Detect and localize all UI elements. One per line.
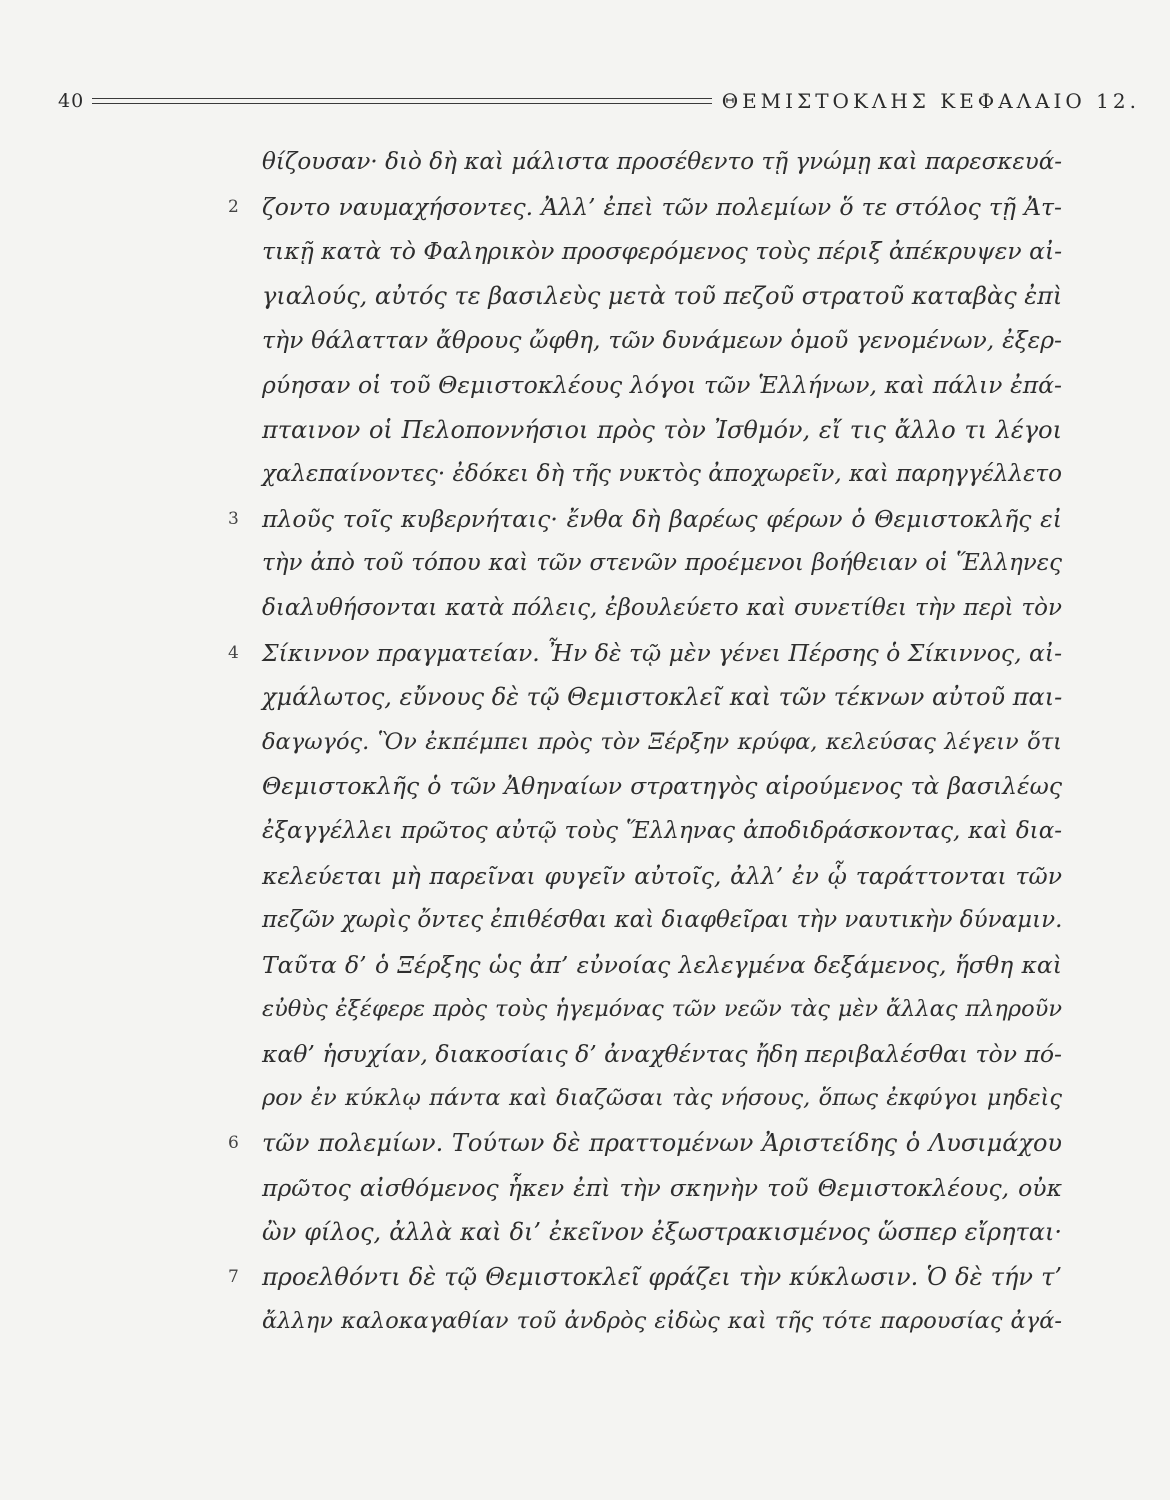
line-text: γιαλούς, αὐτός τε βασιλεὺς μετὰ τοῦ πεζοῦ στρατοῦ καταβὰς ἐπὶ <box>262 281 1063 310</box>
line-number: 7 <box>228 1266 239 1287</box>
text-line <box>262 854 1062 899</box>
text-line <box>262 274 1062 319</box>
line-number: 4 <box>228 642 239 663</box>
text-line <box>262 720 1062 765</box>
text-line <box>262 318 1062 363</box>
line-text: τὴν ἀπὸ τοῦ τόπου καὶ τῶν στενῶν προέμενοι βοήθειαν οἱ Ἕλληνες <box>262 550 1062 577</box>
line-text: ἐξαγγέλλει πρῶτος αὐτῷ τοὺς Ἕλληνας ἀποδιδράσκοντας, καὶ δια- <box>262 817 1062 844</box>
line-text: Θεμιστοκλῆς ὁ τῶν Ἀθηναίων στρατηγὸς αἱρούμενος τὰ βασιλέως <box>262 772 1062 801</box>
text-line <box>262 586 1062 631</box>
line-text: κελεύεται μὴ παρεῖναι φυγεῖν αὐτοῖς, ἀλλ’ ἐν ᾧ ταράττονται τῶν <box>262 861 1062 890</box>
line-text: Σίκιννον πραγματείαν. Ἦν δὲ τῷ μὲν γένει Πέρσης ὁ Σίκιννος, αἰ- <box>262 638 1063 667</box>
text-line <box>262 1076 1062 1121</box>
text-line <box>262 541 1062 586</box>
text-line <box>262 1299 1062 1344</box>
line-text: πλοῦς τοῖς κυβερνήταις· ἔνθα δὴ βαρέως φέρων ὁ Θεμιστοκλῆς εἰ <box>262 504 1062 533</box>
line-text: Ταῦτα δ’ ὁ Ξέρξης ὡς ἀπ’ εὐνοίας λελεγμένα δεξάμενος, ἥσθη καὶ <box>262 950 1062 979</box>
page-number: 40 <box>58 90 85 112</box>
line-text: χμάλωτος, εὔνους δὲ τῷ Θεμιστοκλεῖ καὶ τῶν τέκνων αὐτοῦ παι- <box>262 683 1063 712</box>
line-text: ἄλλην καλοκαγαθίαν τοῦ ἀνδρὸς εἰδὼς καὶ τῆς τότε παρουσίας ἀγά- <box>262 1308 1062 1335</box>
text-line <box>262 1210 1062 1255</box>
text-line <box>262 452 1062 497</box>
text-line <box>262 898 1062 943</box>
line-text: ὢν φίλος, ἀλλὰ καὶ δι’ ἐκεῖνον ἐξωστρακισμένος ὥσπερ εἴρηται· <box>262 1218 1062 1247</box>
text-line <box>262 229 1062 274</box>
text-line <box>228 631 1063 676</box>
line-text: διαλυθήσονται κατὰ πόλεις, ἐβουλεύετο καὶ συνετίθει τὴν περὶ τὸν <box>262 594 1062 621</box>
line-number: 3 <box>228 508 239 529</box>
text-line <box>228 1255 1062 1300</box>
running-title: ΘΕΜΙΣΤΟΚΛΗΣ ΚΕΦΑΛΑΙΟ 12. <box>721 89 1140 113</box>
line-text: τῶν πολεμίων. Τούτων δὲ πραττομένων Ἀριστείδης ὁ Λυσιμάχου <box>262 1129 1062 1158</box>
line-text: τὴν θάλατταν ἄθρους ὤφθη, τῶν δυνάμεων ὁμοῦ γενομένων, ἐξερ- <box>262 326 1062 355</box>
text-line <box>262 809 1062 854</box>
line-text: εὐθὺς ἐξέφερε πρὸς τοὺς ἡγεμόνας τῶν νεῶν τὰς μὲν ἄλλας πληροῦν <box>262 996 1062 1023</box>
line-text: ρον ἐν κύκλῳ πάντα καὶ διαζῶσαι τὰς νήσους, ὅπως ἐκφύγοι μηδεὶς <box>262 1085 1062 1112</box>
text-line <box>262 140 1062 185</box>
text-line <box>262 408 1062 453</box>
running-header <box>58 86 1140 116</box>
line-number: 2 <box>228 196 239 217</box>
line-text: ζοντο ναυμαχήσοντες. Ἀλλ’ ἐπεὶ τῶν πολεμίων ὅ τε στόλος τῇ Ἀτ- <box>262 192 1062 221</box>
text-line <box>228 1121 1062 1166</box>
text-line <box>262 943 1062 988</box>
text-line <box>262 1166 1062 1211</box>
line-text: χαλεπαίνοντες· ἐδόκει δὴ τῆς νυκτὸς ἀποχωρεῖν, καὶ παρηγγέλλετο <box>262 461 1062 488</box>
text-line <box>262 675 1062 720</box>
text-line <box>262 363 1062 408</box>
line-text: πεζῶν χωρὶς ὄντες ἐπιθέσθαι καὶ διαφθεῖραι τὴν ναυτικὴν δύναμιν. <box>262 907 1063 934</box>
line-text: πταινον οἱ Πελοποννήσιοι πρὸς τὸν Ἰσθμόν, εἴ τις ἄλλο τι λέγοι <box>262 415 1062 444</box>
line-text: δαγωγός. Ὃν ἐκπέμπει πρὸς τὸν Ξέρξην κρύφα, κελεύσας λέγειν ὅτι <box>262 728 1062 755</box>
line-text: καθ’ ἡσυχίαν, διακοσίαις δ’ ἀναχθέντας ἤδη περιβαλέσθαι τὸν πό- <box>262 1039 1062 1068</box>
body-text <box>228 140 1063 1344</box>
text-line <box>262 764 1062 809</box>
header-rule <box>92 98 712 104</box>
line-number: 6 <box>228 1133 239 1154</box>
text-line <box>262 1032 1062 1077</box>
text-line <box>228 185 1062 230</box>
line-text: πρῶτος αἰσθόμενος ἧκεν ἐπὶ τὴν σκηνὴν τοῦ Θεμιστοκλέους, οὐκ <box>262 1173 1062 1202</box>
line-text: θίζουσαν· διὸ δὴ καὶ μάλιστα προσέθεντο τῇ γνώμῃ καὶ παρεσκευά- <box>262 149 1062 175</box>
text-line <box>262 987 1062 1032</box>
line-text: ρύησαν οἱ τοῦ Θεμιστοκλέους λόγοι τῶν Ἑλλήνων, καὶ πάλιν ἐπά- <box>262 370 1062 399</box>
text-line <box>228 497 1062 542</box>
line-text: τικῇ κατὰ τὸ Φαληρικὸν προσφερόμενος τοὺς πέριξ ἀπέκρυψεν αἰ- <box>262 237 1063 266</box>
line-text: προελθόντι δὲ τῷ Θεμιστοκλεῖ φράζει τὴν κύκλωσιν. Ὁ δὲ τήν τ’ <box>262 1262 1062 1291</box>
